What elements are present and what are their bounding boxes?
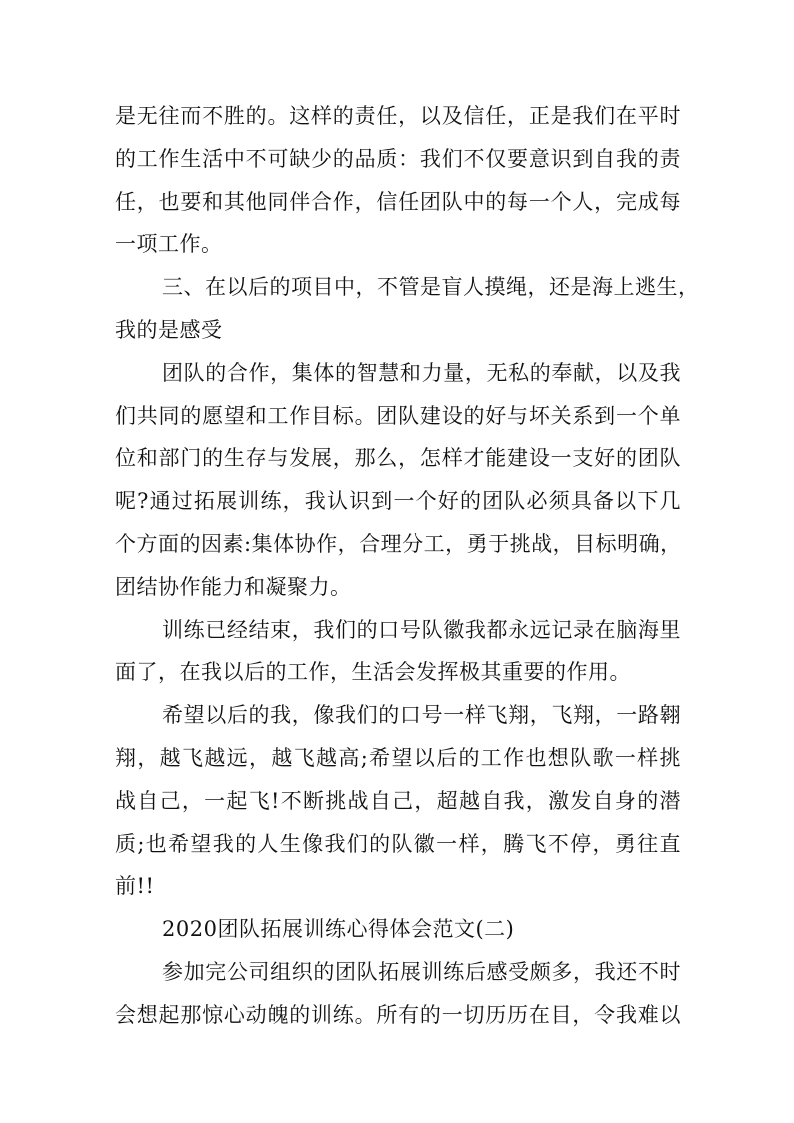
text-line: 位和部门的生存与发展，那么，怎样才能建设一支好的团队 <box>115 446 681 470</box>
text-line: 任，也要和其他同伴合作，信任团队中的每一个人，完成每 <box>115 190 681 214</box>
text-line: 战自己，一起飞!不断挑战自己，超越自我，激发自身的潜 <box>115 789 681 813</box>
text-line: 是无往而不胜的。这样的责任，以及信任，正是我们在平时 <box>115 104 681 128</box>
text-line: 面了，在我以后的工作，生活会发挥极其重要的作用。 <box>115 660 631 684</box>
text-line: 一项工作。 <box>115 232 223 256</box>
text-line: 参加完公司组织的团队拓展训练后感受颇多，我还不时 <box>162 960 681 984</box>
text-line: 质;也希望我的人生像我们的队徽一样，腾飞不停，勇往直 <box>115 832 681 856</box>
text-line: 们共同的愿望和工作目标。团队建设的好与坏关系到一个单 <box>115 404 681 428</box>
text-line: 希望以后的我，像我们的口号一样飞翔，飞翔，一路翱 <box>162 703 681 727</box>
text-line: 前!! <box>115 874 155 898</box>
essay-title: 2020团队拓展训练心得体会范文(二) <box>162 917 515 941</box>
text-line: 团队的合作，集体的智慧和力量，无私的奉献，以及我 <box>162 361 681 385</box>
text-line: 团结协作能力和凝聚力。 <box>115 575 352 599</box>
section-heading-line: 我的是感受 <box>115 318 223 342</box>
text-line: 个方面的因素:集体协作，合理分工，勇于挑战，目标明确， <box>115 532 682 556</box>
text-line: 翔，越飞越远，越飞越高;希望以后的工作也想队歌一样挑 <box>115 746 681 770</box>
text-line: 会想起那惊心动魄的训练。所有的一切历历在目，令我难以 <box>115 1003 681 1027</box>
text-line: 呢?通过拓展训练，我认识到一个好的团队必须具备以下几 <box>115 489 681 513</box>
section-heading-line: 三、在以后的项目中，不管是盲人摸绳，还是海上逃生， <box>162 275 700 299</box>
text-line: 训练已经结束，我们的口号队徽我都永远记录在脑海里 <box>162 618 681 642</box>
text-line: 的工作生活中不可缺少的品质：我们不仅要意识到自我的责 <box>115 147 681 171</box>
